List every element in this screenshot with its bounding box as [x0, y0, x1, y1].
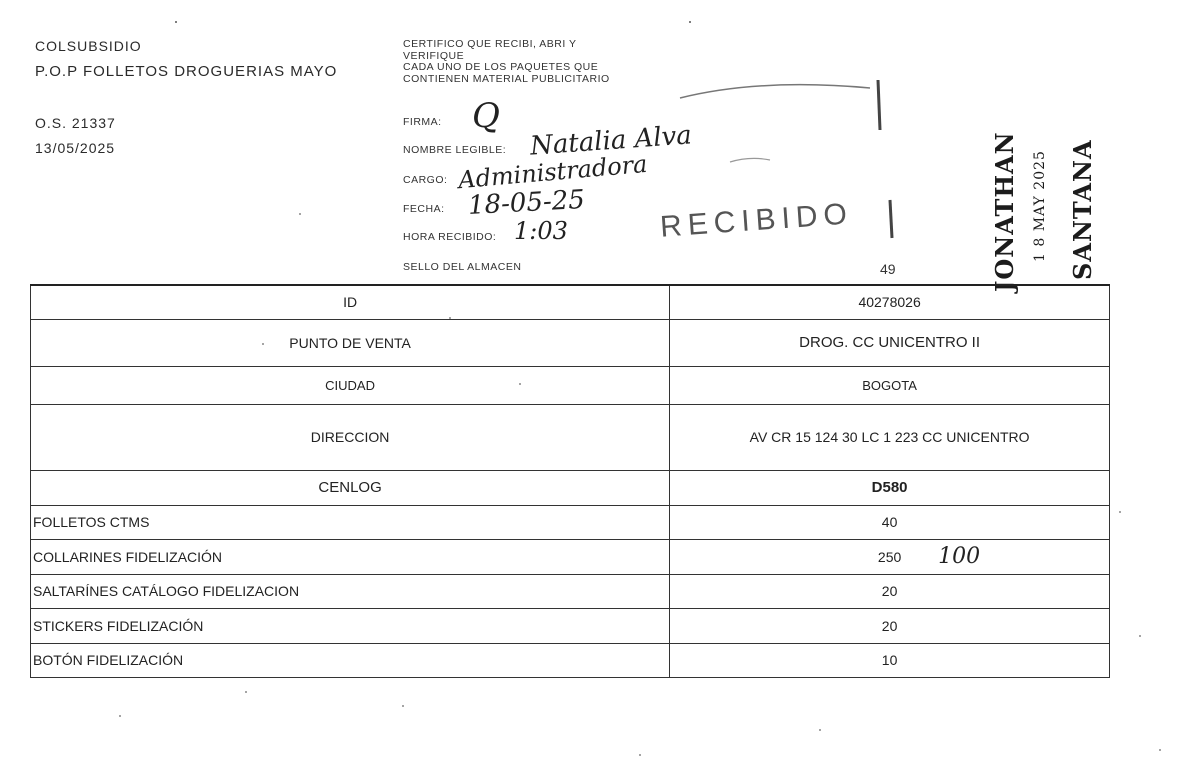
- punto-value: DROG. CC UNICENTRO II: [670, 319, 1110, 366]
- direccion-label: DIRECCION: [31, 404, 670, 470]
- table-row: [31, 608, 1110, 643]
- item-label: FOLLETOS CTMS: [31, 505, 670, 539]
- cargo-handwritten: Administradora: [457, 149, 649, 195]
- item-qty: 20: [670, 608, 1110, 643]
- fecha-label: FECHA:: [403, 203, 445, 215]
- item-label: STICKERS FIDELIZACIÓN: [31, 608, 670, 643]
- delivery-table: [30, 284, 1110, 678]
- stamp-date: 1 8 MAY 2025: [1032, 150, 1048, 262]
- table-row: [31, 404, 1110, 470]
- item-label: BOTÓN FIDELIZACIÓN: [31, 643, 670, 677]
- table-row: [31, 319, 1110, 366]
- firma-label: FIRMA:: [403, 116, 442, 128]
- item-qty: 20: [670, 574, 1110, 608]
- cenlog-label: CENLOG: [31, 470, 670, 505]
- cert-line-4: CONTIENEN MATERIAL PUBLICITARIO: [403, 72, 610, 85]
- recibido-text: RECIBIDO: [659, 197, 854, 244]
- stamp-name-first: JONATHAN: [990, 131, 1019, 292]
- order-number: O.S. 21337: [35, 115, 116, 131]
- cert-line-1: CERTIFICO QUE RECIBI, ABRI Y: [403, 38, 577, 50]
- hora-handwritten: 1:03: [514, 217, 568, 245]
- table-row: [31, 285, 1110, 319]
- table-row: [31, 470, 1110, 505]
- sello-label: SELLO DEL ALMACEN: [403, 261, 522, 273]
- header-date: 13/05/2025: [35, 140, 116, 156]
- table-row: [31, 505, 1110, 539]
- item-qty: 10: [670, 643, 1110, 677]
- campaign-title: P.O.P FOLLETOS DROGUERIAS MAYO: [35, 63, 338, 80]
- hora-label: HORA RECIBIDO:: [403, 231, 497, 243]
- table-row: [31, 643, 1110, 677]
- ciudad-value: BOGOTA: [670, 366, 1110, 404]
- company-name: COLSUBSIDIO: [35, 38, 142, 54]
- punto-label: PUNTO DE VENTA: [31, 319, 670, 366]
- qty-annotation: 100: [938, 543, 981, 569]
- cert-line-3: CADA UNO DE LOS PAQUETES QUE: [403, 61, 599, 73]
- stamp-name-last: SANTANA: [1068, 139, 1097, 280]
- signature: Q: [472, 96, 500, 136]
- table-row: [31, 539, 1110, 574]
- item-qty: 40: [670, 505, 1110, 539]
- table-row: [31, 366, 1110, 404]
- cert-line-2: VERIFIQUE: [403, 49, 465, 62]
- item-label: SALTARÍNES CATÁLOGO FIDELIZACION: [31, 574, 670, 608]
- item-label: COLLARINES FIDELIZACIÓN: [31, 539, 670, 574]
- id-value: 40278026: [670, 285, 1110, 319]
- item-qty-cell: [670, 539, 1110, 574]
- fecha-handwritten: 18-05-25: [467, 184, 586, 222]
- direccion-value: AV CR 15 124 30 LC 1 223 CC UNICENTRO: [670, 404, 1110, 470]
- ciudad-label: CIUDAD: [31, 366, 670, 404]
- table-row: [31, 574, 1110, 608]
- item-qty: 250: [877, 548, 902, 565]
- nombre-handwritten: Natalia Alva: [529, 120, 693, 162]
- cenlog-value: D580: [670, 470, 1110, 505]
- cargo-label: CARGO:: [403, 174, 448, 186]
- page-number: 49: [880, 261, 896, 277]
- certification-text: [403, 39, 610, 85]
- nombre-label: NOMBRE LEGIBLE:: [403, 144, 507, 156]
- id-label: ID: [31, 285, 670, 319]
